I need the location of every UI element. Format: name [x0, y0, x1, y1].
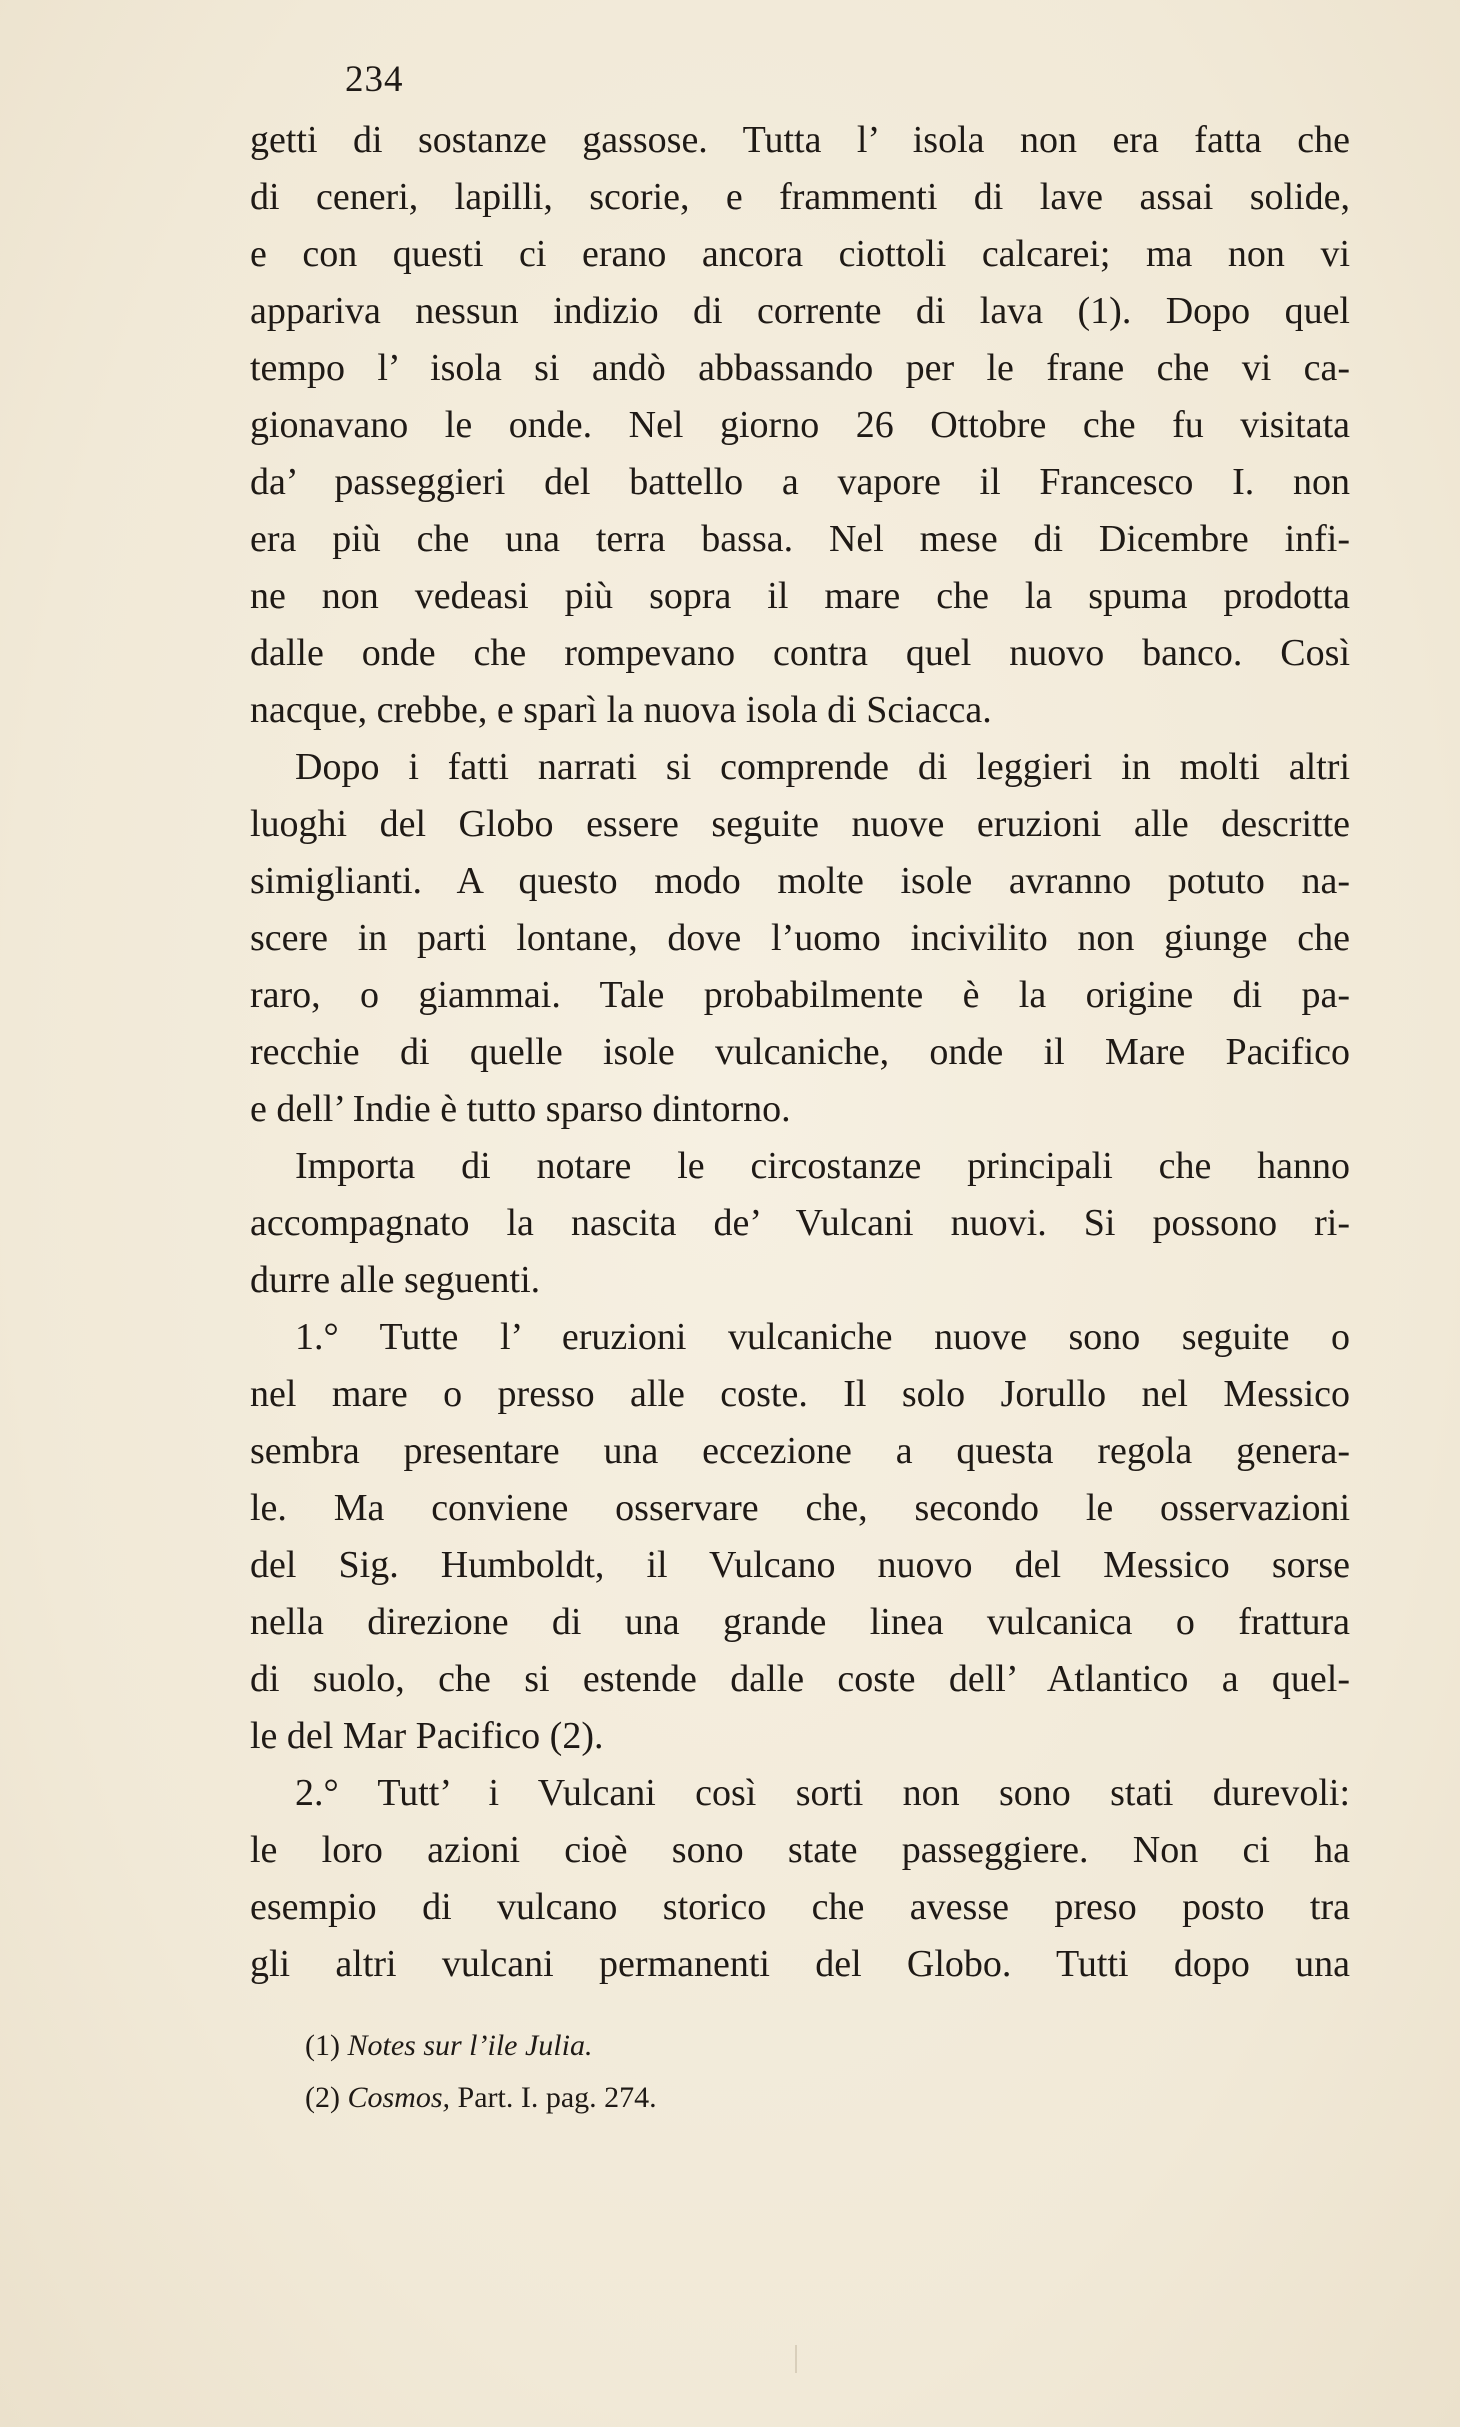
text-line: di suolo, che si estende dalle coste dell’ Atlantico a quel- — [250, 1658, 1350, 1700]
footnotes — [305, 2020, 1205, 2124]
text-line: da’ passeggieri del battello a vapore il Francesco I. non — [250, 461, 1350, 503]
text-line: getti di sostanze gassose. Tutta l’ isola non era fatta che — [250, 119, 1350, 161]
paper-mark — [795, 2345, 797, 2373]
text-line: gionavano le onde. Nel giorno 26 Ottobre che fu visitata — [250, 404, 1350, 446]
text-line: luoghi del Globo essere seguite nuove eruzioni alle descritte — [250, 803, 1350, 845]
text-line: e dell’ Indie è tutto sparso dintorno. — [250, 1088, 791, 1130]
footnote-title: Cosmos, — [347, 2081, 451, 2114]
text-line: 2.° Tutt’ i Vulcani così sorti non sono stati durevoli: — [295, 1772, 1350, 1814]
text-line: le loro azioni cioè sono state passeggiere. Non ci ha — [250, 1829, 1350, 1871]
text-line: tempo l’ isola si andò abbassando per le frane che vi ca- — [250, 347, 1350, 389]
footnote-title: Notes sur l’ile Julia. — [347, 2029, 593, 2062]
text-line: raro, o giammai. Tale probabilmente è la origine di pa- — [250, 974, 1350, 1016]
text-line: era più che una terra bassa. Nel mese di Dicembre infi- — [250, 518, 1350, 560]
text-line: scere in parti lontane, dove l’uomo incivilito non giunge che — [250, 917, 1350, 959]
text-line: del Sig. Humboldt, il Vulcano nuovo del Messico sorse — [250, 1544, 1350, 1586]
text-line: Importa di notare le circostanze principali che hanno — [295, 1145, 1350, 1187]
page-number: 234 — [345, 59, 404, 100]
text-line: le del Mar Pacifico (2). — [250, 1715, 604, 1757]
text-line: le. Ma conviene osservare che, secondo le osservazioni — [250, 1487, 1350, 1529]
text-line: gli altri vulcani permanenti del Globo. Tutti dopo una — [250, 1943, 1350, 1985]
text-line: recchie di quelle isole vulcaniche, onde il Mare Pacifico — [250, 1031, 1350, 1073]
text-line: simiglianti. A questo modo molte isole avranno potuto na- — [250, 860, 1350, 902]
footnote — [305, 2020, 1205, 2072]
text-line: appariva nessun indizio di corrente di lava (1). Dopo quel — [250, 290, 1350, 332]
text-line: e con questi ci erano ancora ciottoli calcarei; ma non vi — [250, 233, 1350, 275]
text-line: ne non vedeasi più sopra il mare che la spuma prodotta — [250, 575, 1350, 617]
text-line: nacque, crebbe, e sparì la nuova isola di Sciacca. — [250, 689, 992, 731]
text-line: nella direzione di una grande linea vulcanica o frattura — [250, 1601, 1350, 1643]
text-line: di ceneri, lapilli, scorie, e frammenti di lave assai solide, — [250, 176, 1350, 218]
footnote-reference: Part. I. pag. 274. — [457, 2081, 657, 2114]
text-line: esempio di vulcano storico che avesse preso posto tra — [250, 1886, 1350, 1928]
text-line: sembra presentare una eccezione a questa regola genera- — [250, 1430, 1350, 1472]
text-line: nel mare o presso alle coste. Il solo Jorullo nel Messico — [250, 1373, 1350, 1415]
footnote — [305, 2072, 1205, 2124]
text-line: accompagnato la nascita de’ Vulcani nuovi. Si possono ri- — [250, 1202, 1350, 1244]
footnote-marker: (2) — [305, 2081, 340, 2114]
text-line: durre alle seguenti. — [250, 1259, 541, 1301]
text-line: Dopo i fatti narrati si comprende di leggieri in molti altri — [295, 746, 1350, 788]
body-text — [250, 112, 1350, 1993]
footnote-marker: (1) — [305, 2029, 340, 2062]
text-line: 1.° Tutte l’ eruzioni vulcaniche nuove sono seguite o — [295, 1316, 1350, 1358]
text-line: dalle onde che rompevano contra quel nuovo banco. Così — [250, 632, 1350, 674]
